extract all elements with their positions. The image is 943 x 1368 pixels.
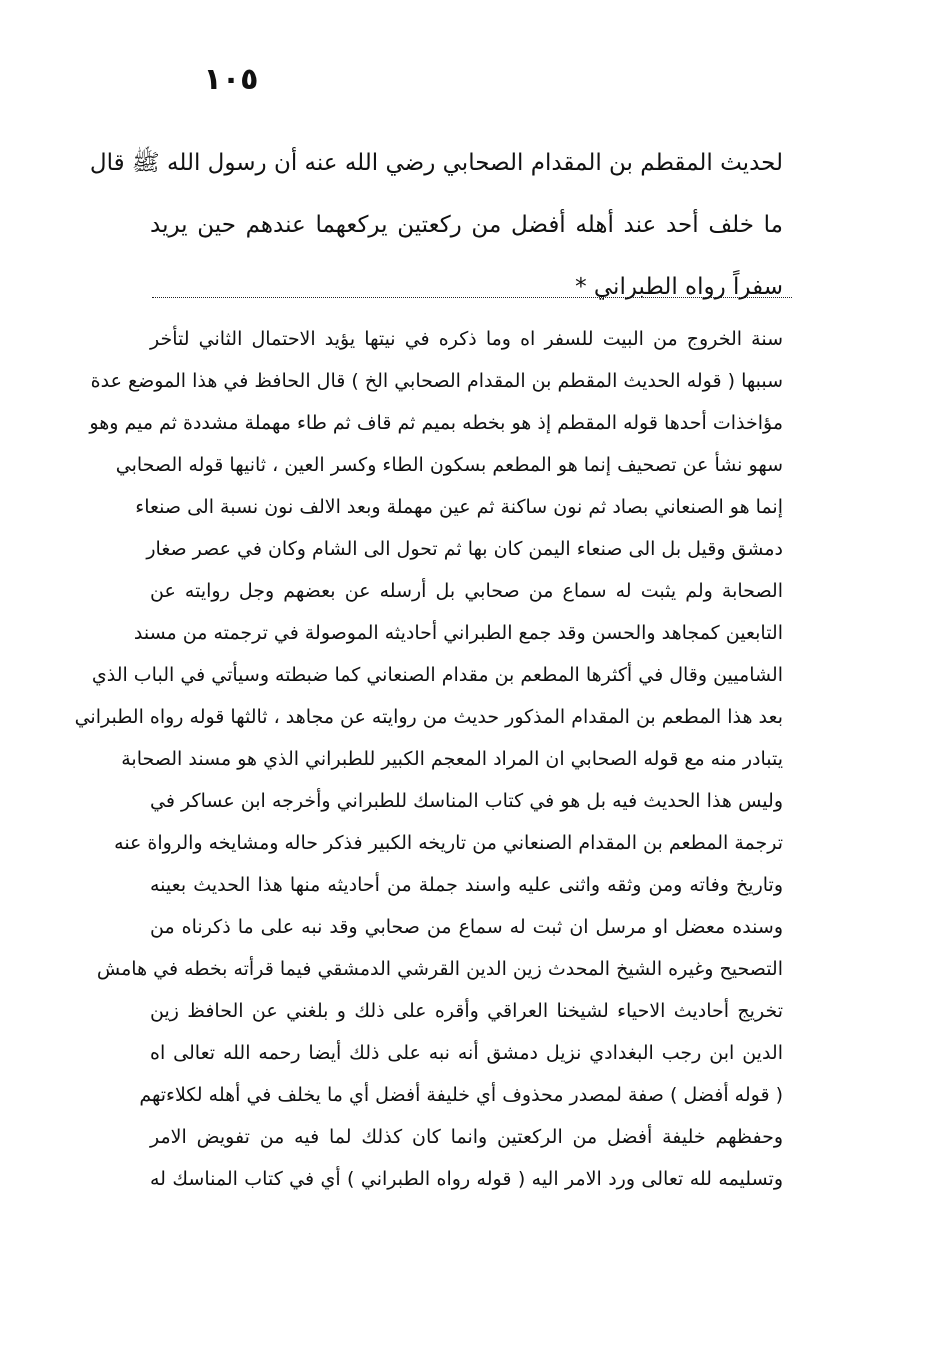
commentary-line: وتاريخ وفاته ومن وثقه واثنى عليه واسند جملة من أحاديثه منها هذا الحديث بعينه bbox=[150, 874, 783, 896]
commentary-text bbox=[74, 318, 783, 1200]
commentary-line: الشاميين وقال في أكثرها المطعم بن مقدام الصنعاني كما ضبطته وسيأتي في الباب الذي bbox=[91, 664, 783, 686]
commentary-line: مؤاخذات أحدها قوله المقطم إذ هو بخطه بميم ثم قاف ثم طاء مهملة مشددة ثم ميم وهو bbox=[89, 412, 783, 434]
commentary-line: سنة الخروج من البيت للسفر اه وما ذكره في نيتها يؤيد الاحتمال الثاني لتأخر bbox=[150, 328, 783, 350]
commentary-line: يتبادر منه مع قوله الصحابي ان المراد المعجم الكبير للطبراني الذي هو مسند الصحابة bbox=[121, 748, 783, 770]
main-text-line: ما خلف أحد عند أهله أفضل من ركعتين يركعهما عندهم حين يريد bbox=[150, 212, 783, 238]
commentary-line: ( قوله أفضل ) صفة لمصدر محذوف أي خليفة أفضل أي ما يخلف في أهله لكلاءتهم bbox=[139, 1084, 783, 1106]
main-text-line: لحديث المقطم بن المقدام الصحابي رضي الله عنه أن رسول الله ﷺ قال bbox=[89, 150, 783, 176]
commentary-line: بعد هذا المطعم بن المقدام المذكور حديث من روايته عن مجاهد ، ثالثها قوله رواه الطبراني bbox=[74, 706, 783, 728]
commentary-line: الصحابة ولم يثبت له سماع من صحابي بل أرسله عن بعضهم وجل روايته عن bbox=[150, 580, 783, 602]
commentary-line: وحفظهم خليفة أفضل من الركعتين وانما كان كذلك لما فيه من تفويض الامر bbox=[150, 1126, 783, 1148]
commentary-line: إنما هو الصنعاني بصاد ثم نون ساكنة ثم عين مهملة وبعد الالف نون نسبة الى صنعاء bbox=[135, 496, 783, 518]
commentary-line: وسنده معضل او مرسل ان ثبت له سماع من صحابي وقد نبه على ما ذكرناه من bbox=[150, 916, 783, 938]
main-text bbox=[89, 132, 783, 318]
page-number: ١٠٥ bbox=[203, 62, 259, 97]
commentary-line: التابعين كمجاهد والحسن وقد جمع الطبراني أحاديثه الموصولة في ترجمته من مسند bbox=[133, 622, 783, 644]
commentary-line: الدين ابن رجب البغدادي نزيل دمشق أنه نبه على ذلك أيضا رحمه الله تعالى اه bbox=[150, 1042, 783, 1064]
main-text-line: سفراً رواه الطبراني * bbox=[575, 274, 783, 300]
commentary-line: وليس هذا الحديث فيه بل هو في كتاب المناسك للطبراني وأخرجه ابن عساكر في bbox=[150, 790, 783, 812]
separator-rule bbox=[152, 297, 792, 298]
commentary-line: تخريج أحاديث الاحياء لشيخنا العراقي وأقره على ذلك و بلغني عن الحافظ زين bbox=[150, 1000, 783, 1022]
commentary-line: سببها ( قوله الحديث المقطم بن المقدام الصحابي الخ ) قال الحافظ في هذا الموضع عدة bbox=[90, 370, 783, 392]
commentary-line: وتسليمه لله تعالى ورد الامر اليه ( قوله رواه الطبراني ) أي في كتاب المناسك له bbox=[150, 1168, 783, 1190]
commentary-line: التصحيح وغيره الشيخ المحدث زين الدين القرشي الدمشقي فيما قرأته بخطه في هامش bbox=[96, 958, 783, 980]
commentary-line: سهو نشأ عن تصحيف إنما هو المطعم بسكون الطاء وكسر العين ، ثانيها قوله الصحابي bbox=[115, 454, 783, 476]
commentary-line: دمشق وقيل بل الى صنعاء اليمن كان بها ثم تحول الى الشام وكان في عصر صغار bbox=[146, 538, 783, 560]
commentary-line: ترجمة المطعم بن المقدام الصنعاني من تاريخه الكبير فذكر حاله ومشايخه والرواة عنه bbox=[114, 832, 783, 854]
